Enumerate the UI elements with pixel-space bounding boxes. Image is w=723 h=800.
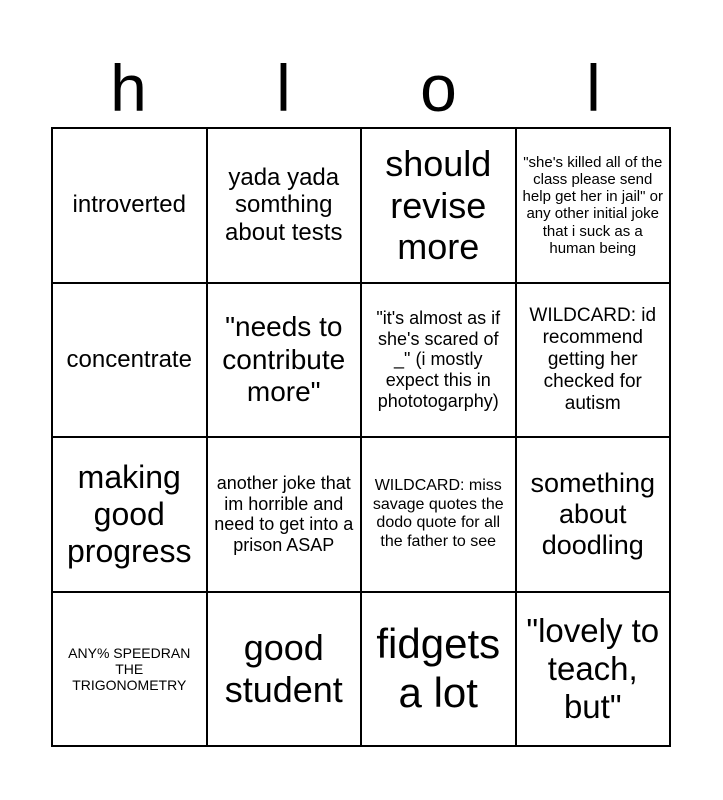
bingo-cell[interactable] [517, 438, 672, 593]
bingo-cell[interactable] [517, 593, 672, 748]
bingo-cell[interactable] [362, 284, 517, 439]
bingo-cell-text: yada yada somthing about tests [225, 163, 343, 247]
bingo-cell[interactable] [53, 438, 208, 593]
bingo-cell-text: ANY% SPEEDRAN THE TRIGONOMETRY [68, 644, 191, 693]
bingo-cell-text: fidgets a lot [376, 620, 501, 716]
bingo-cell-text: another joke that im horrible and need to get into a prison ASAP [214, 472, 354, 555]
bingo-cell[interactable] [517, 129, 672, 284]
bingo-cell-text: WILDCARD: miss savage quotes the dodo quote for all the father to see [372, 477, 504, 550]
bingo-cell-text: something about doodling [530, 467, 656, 560]
bingo-cell[interactable] [517, 284, 672, 439]
bingo-cell[interactable] [362, 129, 517, 284]
header-letter: l [586, 51, 601, 125]
header-letter: o [420, 51, 457, 125]
bingo-cell[interactable] [362, 593, 517, 748]
header-letter: h [110, 51, 147, 125]
bingo-cell-text: WILDCARD: id recommend getting her checked for autism [529, 305, 657, 414]
bingo-cell-text: concentrate [66, 345, 192, 373]
bingo-cell-text: making good progress [67, 459, 192, 569]
bingo-cell[interactable] [208, 593, 363, 748]
bingo-cell-text: "lovely to teach, but" [526, 611, 660, 725]
bingo-cell[interactable] [208, 129, 363, 284]
bingo-cell-text: introverted [72, 191, 186, 219]
bingo-cell-text: "it's almost as if she's scared of _" (i mostly expect this in phototogarphy) [376, 308, 501, 411]
bingo-header [51, 48, 671, 128]
bingo-cell[interactable] [53, 284, 208, 439]
bingo-cell[interactable] [362, 438, 517, 593]
bingo-cell-text: "she's killed all of the class please send help get her in jail" or any other initial joke that i suck as a human being [522, 153, 663, 257]
bingo-cell-text: good student [224, 627, 343, 710]
bingo-cell[interactable] [208, 284, 363, 439]
bingo-cell[interactable] [208, 438, 363, 593]
bingo-cell[interactable] [53, 129, 208, 284]
bingo-board [51, 127, 671, 747]
bingo-cell-text: should revise more [385, 143, 492, 267]
bingo-cell[interactable] [53, 593, 208, 748]
bingo-cell-text: "needs to contribute more" [222, 311, 346, 407]
header-letter: l [276, 51, 291, 125]
